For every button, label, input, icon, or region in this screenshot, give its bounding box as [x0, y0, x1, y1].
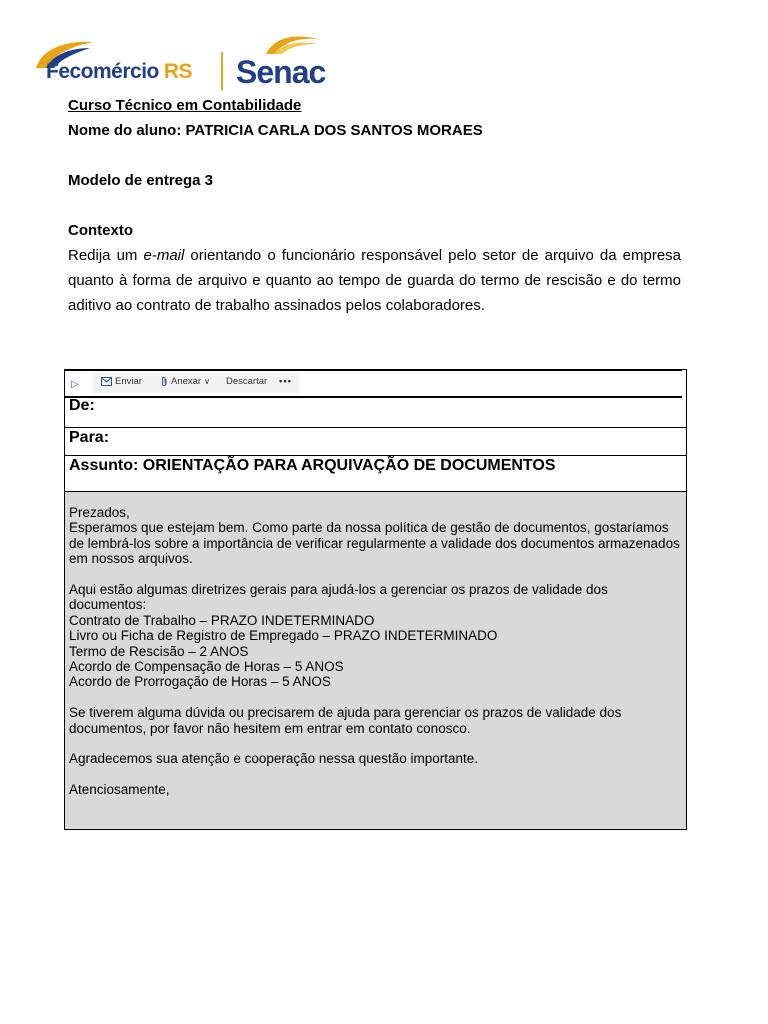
- list-item: Termo de Rescisão – 2 ANOS: [69, 643, 249, 659]
- from-label: De:: [69, 397, 95, 414]
- context-paragraph: Redija um e-mail orientando o funcionário responsável pelo setor de arquivo da empresa quanto à forma de arquivo e quanto ao tempo de guarda do termo de rescisão e do termo aditivo ao contrato de trabalho assinados pelos colaboradores.: [68, 247, 681, 314]
- context-heading: Contexto: [68, 222, 133, 239]
- send-arrow-icon[interactable]: ▷: [71, 379, 79, 390]
- list-item: Livro ou Ficha de Registro de Empregado – PRAZO INDETERMINADO: [69, 628, 498, 644]
- delivery-model: Modelo de entrega 3: [68, 172, 214, 189]
- senac-logo: [234, 30, 334, 90]
- body-closing: Atenciosamente,: [69, 782, 170, 798]
- body-thanks: Agradecemos sua atenção e cooperação nessa questão importante.: [69, 751, 479, 767]
- to-label: Para:: [69, 429, 110, 446]
- subject-text: Assunto: ORIENTAÇÃO PARA ARQUIVAÇÃO DE DOCUMENTOS: [69, 457, 556, 474]
- course-title: Curso Técnico em Contabilidade: [68, 97, 302, 114]
- more-options-icon[interactable]: •••: [279, 376, 292, 387]
- from-field[interactable]: [65, 396, 686, 428]
- student-name: Nome do aluno: PATRICIA CARLA DOS SANTOS MORAES: [68, 122, 483, 139]
- senac-wordmark: Senac: [236, 54, 326, 90]
- email-emphasis: e-mail: [143, 247, 185, 264]
- list-item: Acordo de Compensação de Horas – 5 ANOS: [69, 659, 344, 675]
- email-body[interactable]: [65, 492, 686, 829]
- list-item: Acordo de Prorrogação de Horas – 5 ANOS: [69, 674, 331, 690]
- send-button[interactable]: Enviar: [101, 376, 142, 387]
- email-compose-window: [64, 369, 687, 830]
- paperclip-icon: [161, 376, 168, 387]
- send-icon: [101, 377, 112, 386]
- attach-button[interactable]: Anexar ∨: [161, 376, 210, 387]
- senac-sun-icon: [264, 30, 326, 56]
- email-toolbar: [65, 370, 682, 398]
- subject-field[interactable]: [65, 456, 686, 492]
- fecomercio-wordmark: Fecomércio RS: [46, 60, 193, 83]
- chevron-down-icon: ∨: [204, 377, 210, 386]
- body-greeting: Prezados,: [69, 505, 130, 520]
- to-field[interactable]: [65, 428, 686, 456]
- body-guidelines-intro: Aqui estão algumas diretrizes gerais para ajudá-los a gerenciar os prazos de validade dos documentos:: [69, 582, 608, 613]
- discard-button[interactable]: Descartar: [226, 376, 268, 387]
- body-help: Se tiverem alguma dúvida ou precisarem de ajuda para gerenciar os prazos de validade dos documentos, por favor não hesitem em entrar em contato conosco.: [69, 705, 622, 736]
- body-intro: Esperamos que estejam bem. Como parte da nossa política de gestão de documentos, gostaríamos de lembrá-los sobre a importância de verificar regularmente a validade dos documentos armazenados em nossos arquivos.: [69, 520, 680, 567]
- list-item: Contrato de Trabalho – PRAZO INDETERMINADO: [69, 612, 375, 628]
- logo-divider: [221, 52, 223, 90]
- fecomercio-logo: [32, 38, 212, 90]
